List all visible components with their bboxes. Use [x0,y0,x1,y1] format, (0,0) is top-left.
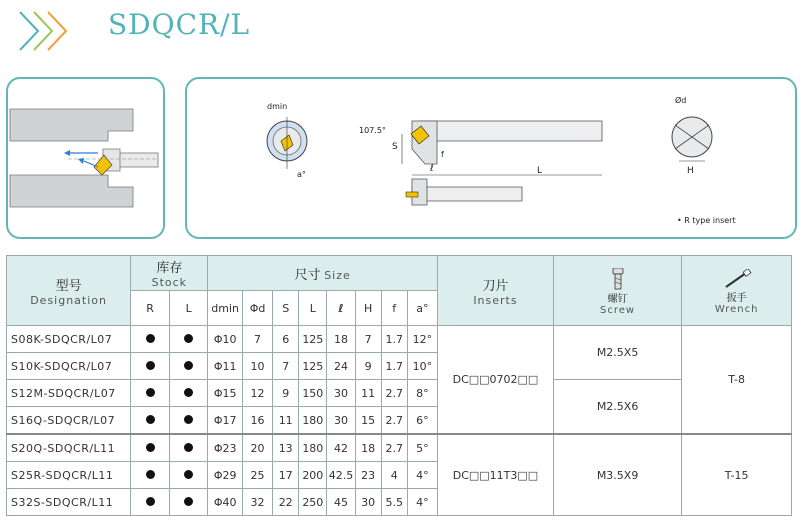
page-title: SDQCR/L [108,8,251,41]
stock-r-dot [146,470,155,479]
table-row: S32S-SDQCR/L11 Φ40 32 22 250 45 30 5.5 4° [7,489,792,516]
stock-r-dot [146,361,155,370]
screw-header: 螺钉 Screw [553,256,681,326]
screw-cell-1: M2.5X5 [553,326,681,380]
stock-r-dot [146,388,155,397]
designation-cell: S08K-SDQCR/L07 [7,326,131,353]
lead-angle-label: 107.5° [359,126,386,135]
col-a: a° [407,291,437,326]
screw-cell-3: M3.5X9 [553,434,681,516]
designation-cell: S25R-SDQCR/L11 [7,462,131,489]
stock-l-dot [184,470,193,479]
dimension-diagram-panel [185,77,797,239]
col-d: Φd [242,291,272,326]
designation-cell: S12M-SDQCR/L07 [7,380,131,407]
s-label: S [392,142,398,152]
col-s: S [273,291,299,326]
stock-l-dot [184,361,193,370]
od-label: Ød [675,96,687,105]
stock-l-dot [184,415,193,424]
stock-r-dot [146,443,155,452]
col-L: L [299,291,327,326]
table-row: S16Q-SDQCR/L07 Φ17 16 11 180 30 15 2.7 6° [7,407,792,435]
table-row: S08K-SDQCR/L07 Φ10 7 6 125 18 7 1.7 12° DC□□0702□□ M2.5X5 T-8 [7,326,792,353]
stock-l-dot [184,443,193,452]
wrench-cell-1: T-8 [682,326,792,435]
table-row: S20Q-SDQCR/L11 Φ23 20 13 180 42 18 2.7 5° DC□□11T3□□ M3.5X9 T-15 [7,434,792,462]
insert-cell-1: DC□□0702□□ [438,326,554,435]
designation-cell: S10K-SDQCR/L07 [7,353,131,380]
table-row: S10K-SDQCR/L07 Φ11 10 7 125 24 9 1.7 10° [7,353,792,380]
title-bar [0,0,801,60]
col-dmin: dmin [208,291,242,326]
designation-cell: S20Q-SDQCR/L11 [7,434,131,462]
boring-operation-drawing [8,79,163,237]
stock-r-dot [146,415,155,424]
stock-r-header: R [131,291,170,326]
stock-l-dot [184,334,193,343]
stock-header: 库存 Stock [131,256,208,291]
col-l: ℓ [327,291,355,326]
wrench-header: 扳手 Wrench [682,256,792,326]
col-h: H [355,291,381,326]
stock-l-header: L [169,291,208,326]
r-type-note: • R type insert [677,216,736,225]
stock-l-dot [184,388,193,397]
l-small-label: ℓ [430,164,434,174]
table-row: S25R-SDQCR/L11 Φ29 25 17 200 42.5 23 4 4° [7,462,792,489]
stock-r-dot [146,334,155,343]
spec-table [6,255,792,516]
chevron-arrows-icon [16,6,86,56]
screw-cell-2: M2.5X6 [553,380,681,435]
dmin-label: dmin [267,102,288,111]
stock-r-dot [146,497,155,506]
wrench-icon [722,269,752,289]
dimension-drawing [187,79,795,237]
size-header: 尺寸 Size [208,256,438,291]
boring-diagram-panel [6,77,165,239]
stock-l-dot [184,497,193,506]
h-label: H [687,166,694,176]
inserts-header: 刀片 Inserts [438,256,554,326]
designation-header: 型号 Designation [7,256,131,326]
wrench-cell-2: T-15 [682,434,792,516]
a-angle-label: a° [297,170,306,179]
insert-cell-2: DC□□11T3□□ [438,434,554,516]
designation-cell: S32S-SDQCR/L11 [7,489,131,516]
col-f: f [381,291,407,326]
screw-icon [611,268,625,290]
f-label: f [441,150,444,159]
table-row: S12M-SDQCR/L07 Φ15 12 9 150 30 11 2.7 8° M2.5X6 [7,380,792,407]
designation-cell: S16Q-SDQCR/L07 [7,407,131,435]
L-label: L [537,166,543,176]
